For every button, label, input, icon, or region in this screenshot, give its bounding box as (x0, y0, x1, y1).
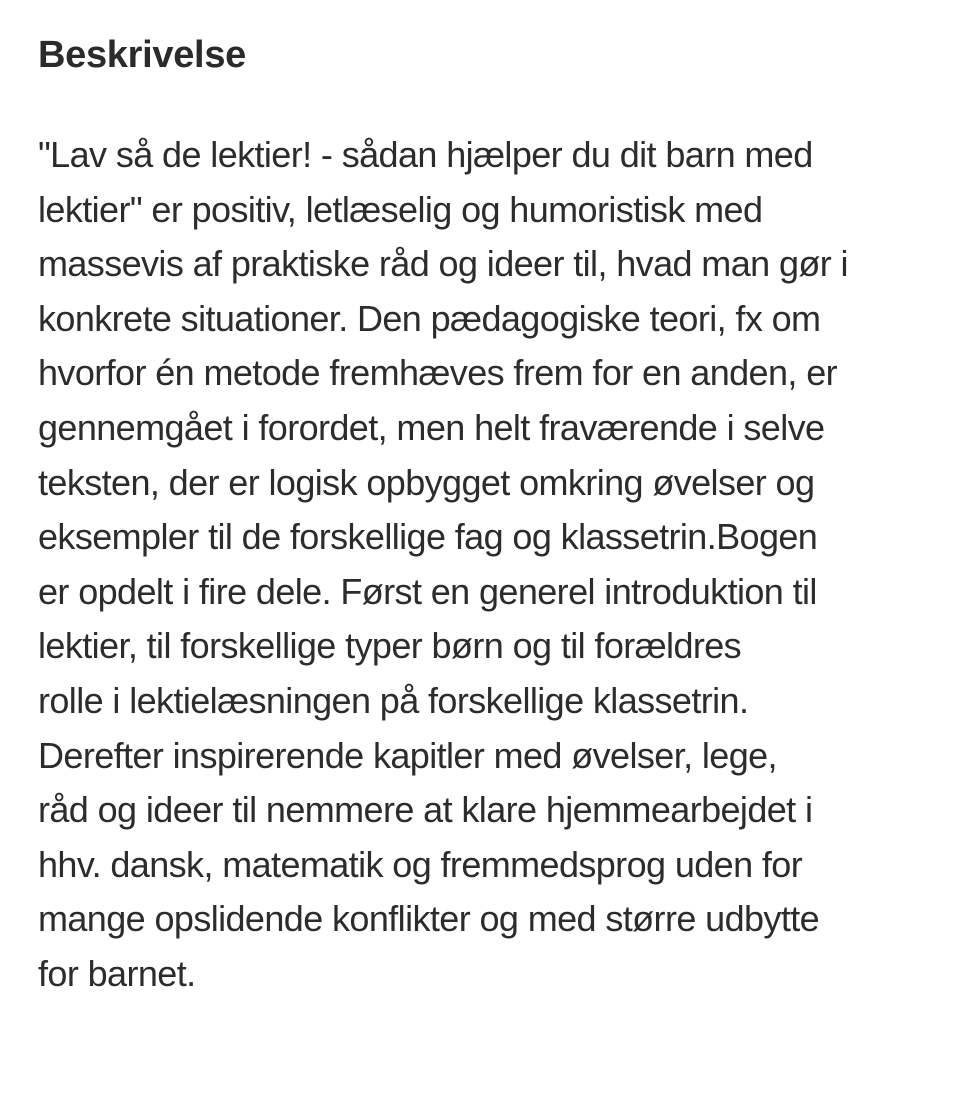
description-line: gennemgået i forordet, men helt fraværende i selve (38, 406, 825, 448)
description-text (38, 128, 938, 1002)
description-section (38, 30, 938, 1002)
description-line: lektier, til forskellige typer børn og til forældres (38, 625, 742, 667)
description-line: "Lav så de lektier! - sådan hjælper du dit barn med (38, 134, 813, 175)
description-line: eksempler til de forskellige fag og klassetrin.Bogen (38, 516, 818, 558)
description-line: lektier" er positiv, letlæselig og humoristisk med (38, 188, 763, 230)
description-line: mange opslidende konflikter og med større udbytte (38, 898, 820, 940)
description-line: for barnet. (38, 952, 196, 994)
section-title: Beskrivelse (38, 34, 246, 76)
description-line: er opdelt i fire dele. Først en generel introduktion til (38, 570, 817, 612)
description-line: hhv. dansk, matematik og fremmedsprog uden for (38, 843, 803, 885)
description-line: konkrete situationer. Den pædagogiske teori, fx om (38, 297, 821, 339)
description-line: rolle i lektielæsningen på forskellige klassetrin. (38, 679, 749, 721)
description-line: Derefter inspirerende kapitler med øvelser, lege, (38, 734, 777, 776)
description-line: teksten, der er logisk opbygget omkring øvelser og (38, 461, 815, 503)
description-line: hvorfor én metode fremhæves frem for en anden, er (38, 352, 838, 394)
description-line: massevis af praktiske råd og ideer til, hvad man gør i (38, 243, 848, 285)
description-line: råd og ideer til nemmere at klare hjemmearbejdet i (38, 789, 813, 831)
